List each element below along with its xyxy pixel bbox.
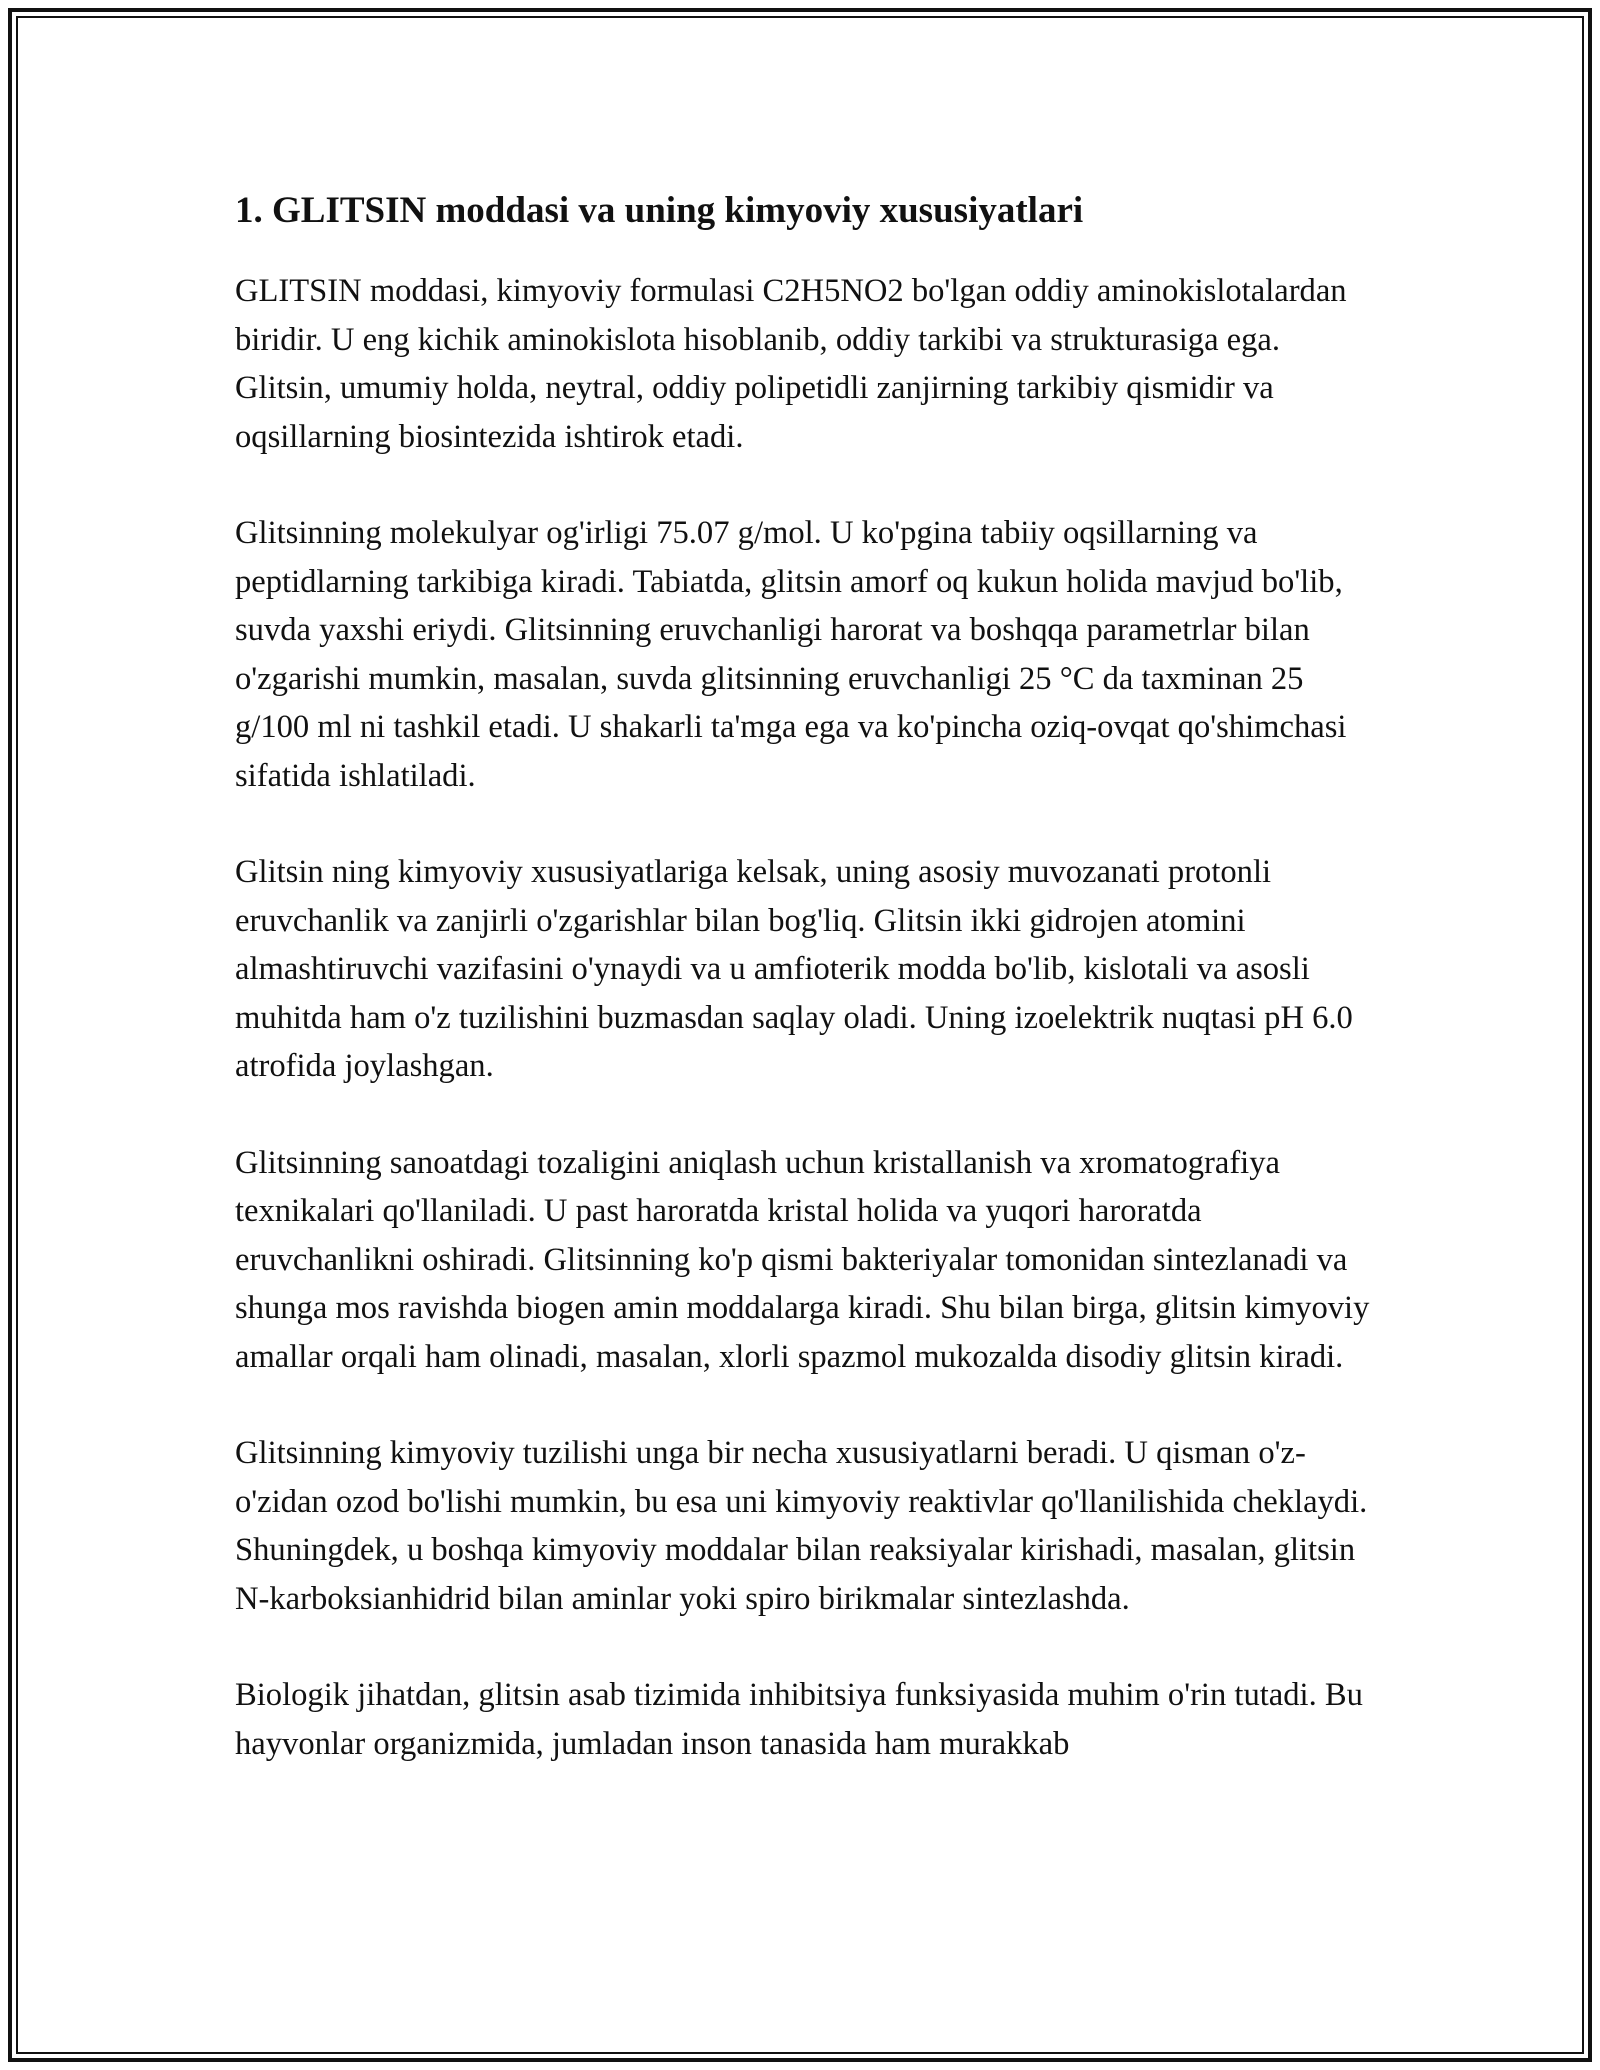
paragraph-3: Glitsin ning kimyoviy xususiyatlariga kelsak, uning asosiy muvozanati protonli eruvchanlik va zanjirli o'zgarishlar bilan bog'liq. Glitsin ikki gidrojen atomini almashtiruvchi vazifasini o'ynaydi va u amfioterik modda bo'lib, kislotali va asosli muhitda ham o'z tuzilishini buzmasdan saqlay oladi. Uning izoelektrik nuqtasi pH 6.0 atrofida joylashgan. — [235, 854, 1353, 1084]
paragraph-1: GLITSIN moddasi, kimyoviy formulasi C2H5NO2 bo'lgan oddiy aminokislotalardan biridir. U eng kichik aminokislota hisoblanib, oddiy tarkibi va strukturasiga ega. Glitsin, umumiy holda, neytral, oddiy polipetidli zanjirning tarkibiy qismidir va oqsillarning biosintezida ishtirok etadi. — [235, 273, 1347, 455]
paragraph-4: Glitsinning sanoatdagi tozaligini aniqlash uchun kristallanish va xromatografiya texnikalari qo'llaniladi. U past haroratda kristal holida va yuqori haroratda eruvchanlikni oshiradi. Glitsinning ko'p qismi bakteriyalar tomonidan sintezlanadi va shunga mos ravishda biogen amin moddalarga kiradi. Shu bilan birga, glitsin kimyoviy amallar orqali ham olinadi, masalan, xlorli spazmol mukozalda disodiy glitsin kiradi. — [235, 1144, 1370, 1375]
paragraph-6: Biologik jihatdan, glitsin asab tizimida inhibitsiya funksiyasida muhim o'rin tutadi. Bu hayvonlar organizmida, jumladan inson tanasida ham murakkab — [235, 1677, 1363, 1762]
document-title: 1. GLITSIN moddasi va uning kimyoviy xususiyatlari — [235, 190, 1084, 231]
document-body — [235, 185, 1375, 1816]
paragraph-5: Glitsinning kimyoviy tuzilishi unga bir necha xususiyatlarni beradi. U qisman o'z-o'zidan ozod bo'lishi mumkin, bu esa uni kimyoviy reaktivlar qo'llanilishida cheklaydi. Shuningdek, u boshqa kimyoviy moddalar bilan reaksiyalar kirishadi, masalan, glitsin N-karboksianhidrid bilan aminlar yoki spiro birikmalar sintezlashda. — [235, 1435, 1368, 1617]
paragraph-2: Glitsinning molekulyar og'irligi 75.07 g/mol. U ko'pgina tabiiy oqsillarning va peptidlarning tarkibiga kiradi. Tabiatda, glitsin amorf oq kukun holida mavjud bo'lib, suvda yaxshi eriydi. Glitsinning eruvchanligi harorat va boshqqa parametrlar bilan o'zgarishi mumkin, masalan, suvda glitsinning eruvchanligi 25 °C da taxminan 25 g/100 ml ni tashkil etadi. U shakarli ta'mga ega va ko'pincha oziq-ovqat qo'shimchasi sifatida ishlatiladi. — [235, 515, 1347, 794]
